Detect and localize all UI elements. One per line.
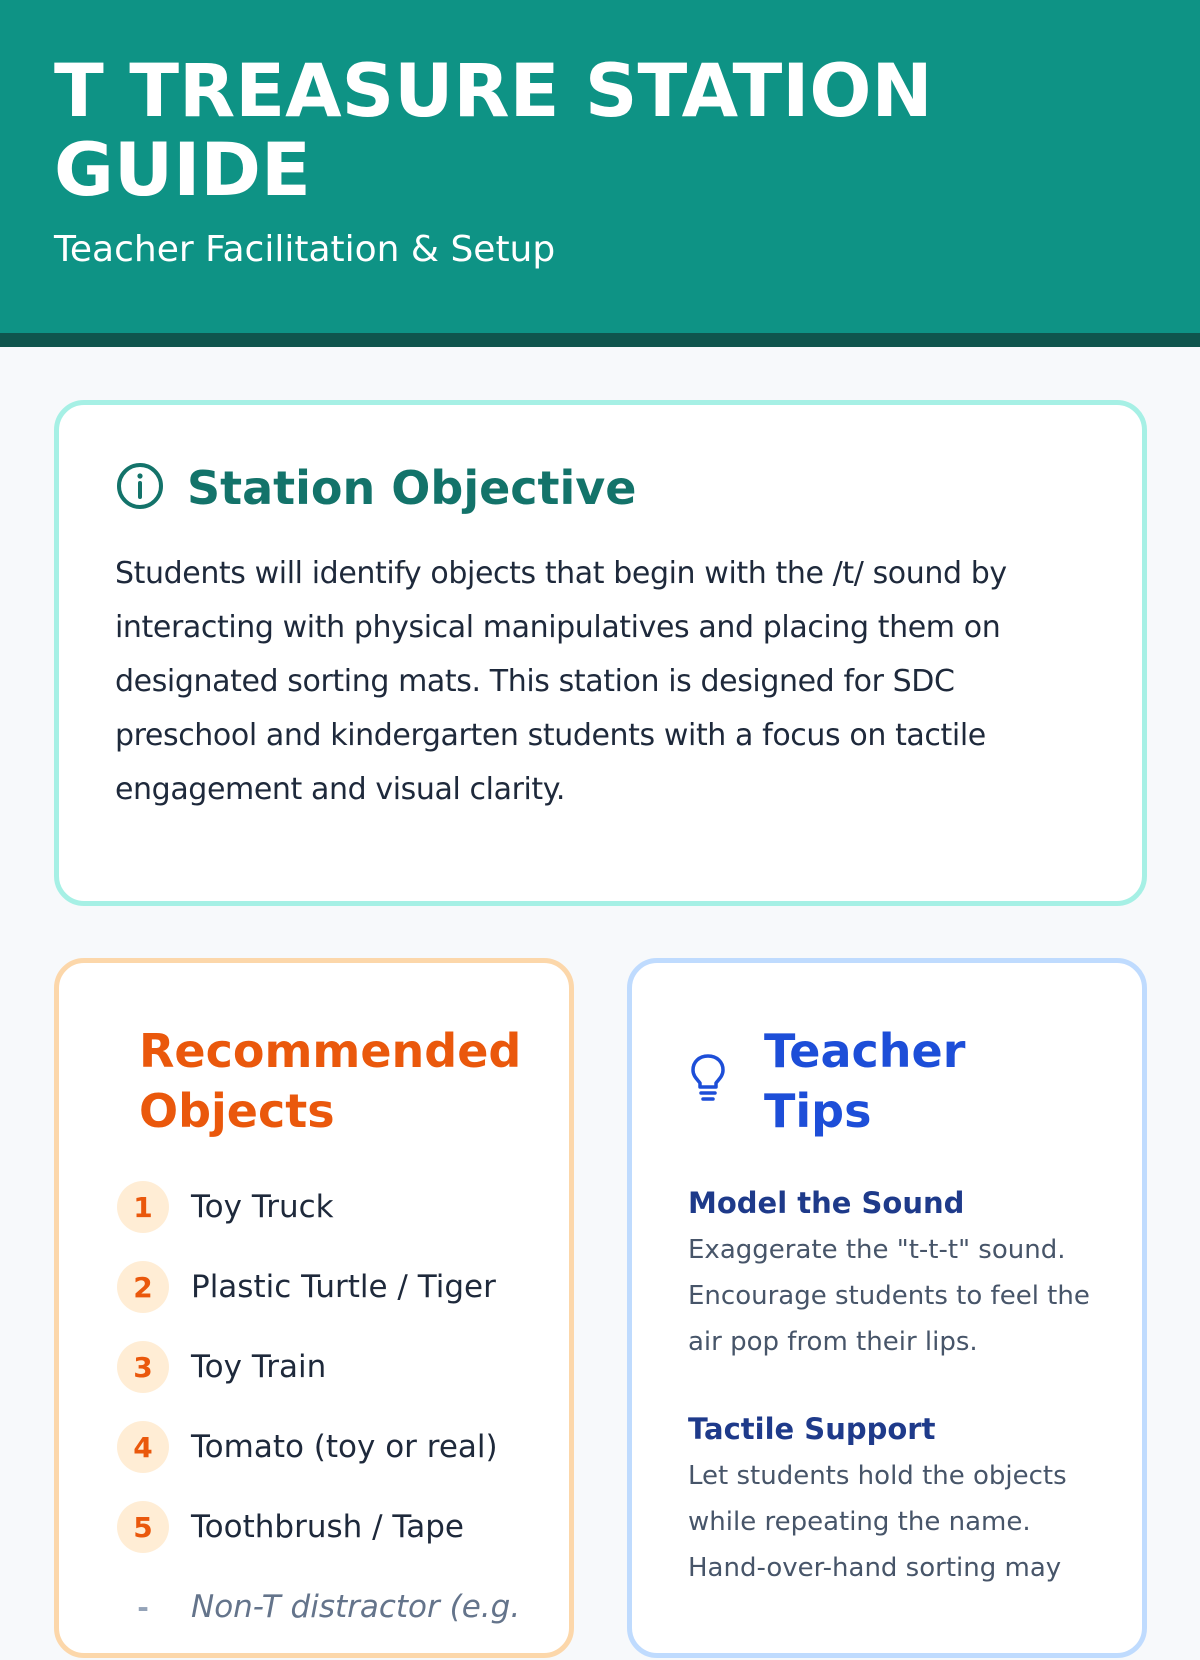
list-item bbox=[117, 1500, 520, 1554]
item-label: Toy Train bbox=[191, 1349, 327, 1385]
tip-heading: Tactile Support bbox=[688, 1412, 936, 1446]
teacher-tips-card bbox=[627, 958, 1147, 1658]
objective-title: Station Objective bbox=[187, 461, 637, 515]
item-label: Toy Truck bbox=[191, 1189, 334, 1225]
list-item bbox=[117, 1580, 520, 1634]
tip-heading: Model the Sound bbox=[688, 1186, 965, 1220]
teacher-tips-title: Teacher Tips bbox=[764, 1024, 966, 1138]
item-label: Tomato (toy or real) bbox=[191, 1429, 498, 1465]
page-header bbox=[0, 0, 1200, 347]
item-label: Non-T distractor (e.g. bbox=[191, 1589, 521, 1625]
objective-text: Students will identify objects that begin with the /t/ sound by interacting with physical manipulatives and placing them on designated sorting mats. This station is designed for SDC preschool and kindergarten students with a focus on tactile engagement and visual clarity. bbox=[115, 556, 1007, 807]
tip-text: Exaggerate the "t-t-t" sound. Encourage students to feel the air pop from their lips. bbox=[688, 1235, 1090, 1357]
recommended-objects-card bbox=[54, 958, 574, 1658]
tip-text: Let students hold the objects while repeating the name. Hand-over-hand sorting may bbox=[688, 1461, 1067, 1583]
item-label: Toothbrush / Tape bbox=[191, 1509, 464, 1545]
item-number: 3 bbox=[117, 1341, 169, 1393]
list-item bbox=[117, 1340, 520, 1394]
recommended-objects-title: Recommended Objects bbox=[139, 1024, 522, 1138]
tips-heading bbox=[690, 1021, 1024, 1141]
page-title: T TREASURE STATION GUIDE bbox=[54, 49, 933, 213]
objective-card bbox=[54, 400, 1147, 906]
list-item bbox=[117, 1260, 520, 1314]
item-number: 4 bbox=[117, 1421, 169, 1473]
info-icon bbox=[115, 461, 165, 515]
item-number: 5 bbox=[117, 1501, 169, 1553]
item-number: - bbox=[137, 1590, 149, 1624]
objects-list bbox=[117, 1180, 520, 1660]
item-label: Plastic Turtle / Tiger bbox=[191, 1269, 496, 1305]
lightbulb-icon bbox=[690, 1052, 726, 1110]
tip-item bbox=[688, 1409, 1098, 1591]
item-number: 2 bbox=[117, 1261, 169, 1313]
list-item bbox=[117, 1420, 520, 1474]
list-item bbox=[117, 1180, 520, 1234]
page-subtitle: Teacher Facilitation & Setup bbox=[54, 229, 556, 270]
item-number: 1 bbox=[117, 1181, 169, 1233]
objective-heading bbox=[115, 458, 637, 518]
tip-item bbox=[688, 1183, 1098, 1365]
